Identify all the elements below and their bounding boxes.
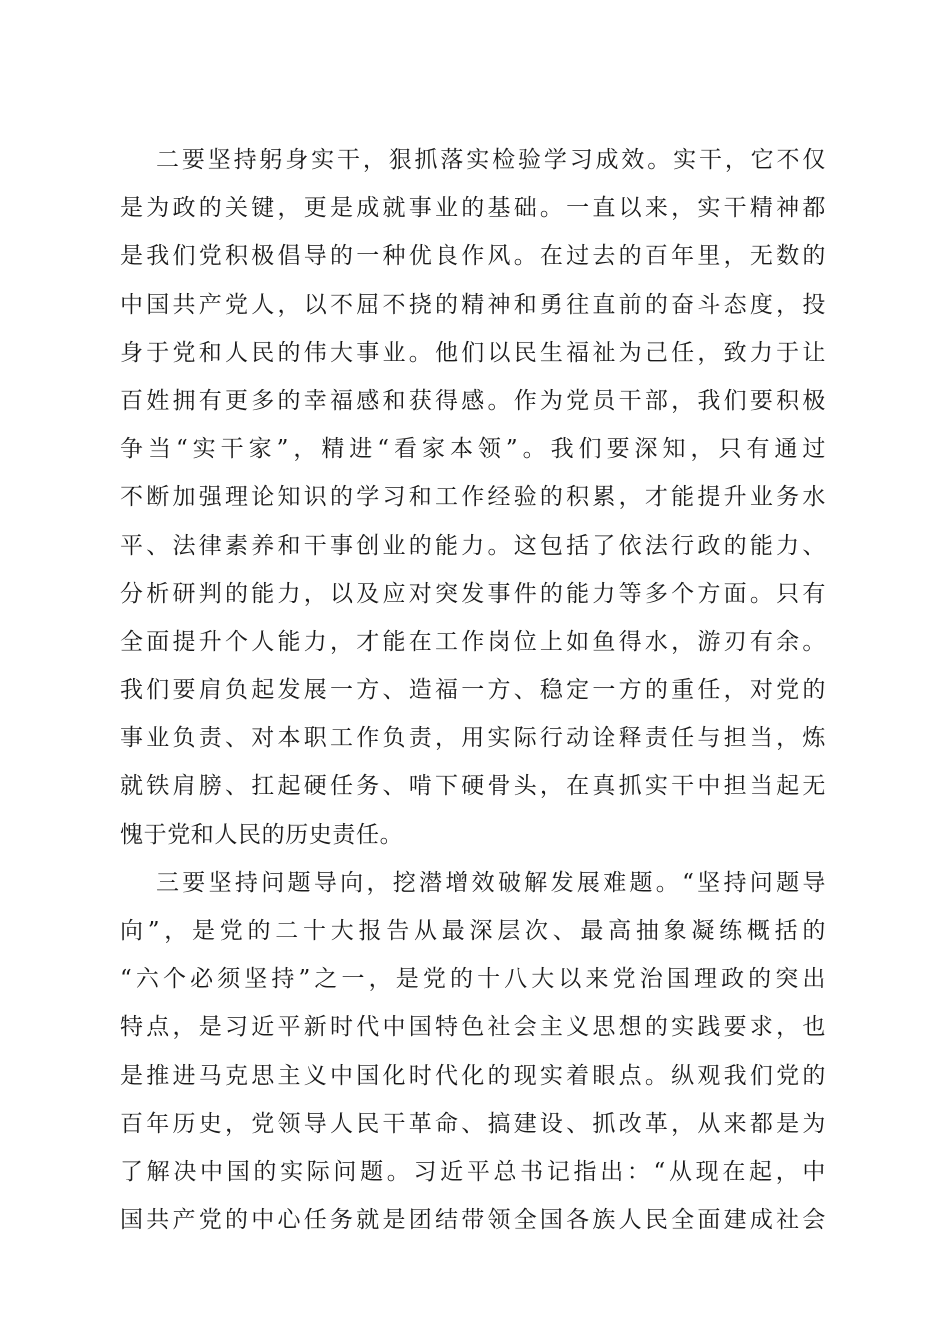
text-line: 事业负责、对本职工作负责，用实际行动诠释责任与担当，炼 [120, 725, 826, 752]
text-line: 是为政的关键，更是成就事业的基础。一直以来，实干精神都 [120, 195, 826, 222]
text-line: 我们要肩负起发展一方、造福一方、稳定一方的重任，对党的 [120, 677, 826, 704]
text-line: 是推进马克思主义中国化时代化的现实着眼点。纵观我们党的 [120, 1062, 826, 1089]
paragraph-1 [120, 136, 826, 859]
text-line: 分析研判的能力，以及应对突发事件的能力等多个方面。只有 [120, 580, 826, 607]
text-line: 中国共产党人，以不屈不挠的精神和勇往直前的奋斗态度，投 [120, 291, 826, 318]
text-line: 愧于党和人民的历史责任。 [120, 821, 404, 848]
text-line: 就铁肩膀、扛起硬任务、啃下硬骨头，在真抓实干中担当起无 [120, 773, 826, 800]
document-body [120, 136, 826, 1244]
text-line: 了解决中国的实际问题。习近平总书记指出：“从现在起，中 [120, 1158, 826, 1185]
text-line: 国共产党的中心任务就是团结带领全国各族人民全面建成社会 [120, 1207, 826, 1234]
text-line: 全面提升个人能力，才能在工作岗位上如鱼得水，游刃有余。 [120, 628, 826, 655]
text-line: 平、法律素养和干事创业的能力。这包括了依法行政的能力、 [120, 532, 826, 559]
text-line: 身于党和人民的伟大事业。他们以民生福祉为己任，致力于让 [120, 339, 826, 366]
text-line: 是我们党积极倡导的一种优良作风。在过去的百年里，无数的 [120, 243, 826, 270]
text-line: 向”，是党的二十大报告从最深层次、最高抽象凝练概括的 [120, 918, 826, 944]
text-line: 三要坚持问题导向，挖潜增效破解发展难题。“坚持问题导 [156, 869, 826, 896]
text-line: “六个必须坚持”之一，是党的十八大以来党治国理政的突出 [120, 966, 826, 993]
text-line: 特点，是习近平新时代中国特色社会主义思想的实践要求，也 [120, 1014, 826, 1041]
text-line: 不断加强理论知识的学习和工作经验的积累，才能提升业务水 [120, 484, 826, 511]
text-line: 争当“实干家”，精进“看家本领”。我们要深知，只有通过 [120, 436, 826, 463]
text-line: 二要坚持躬身实干，狠抓落实检验学习成效。实干，它不仅 [156, 147, 826, 173]
text-line: 百姓拥有更多的幸福感和获得感。作为党员干部，我们要积极 [120, 387, 826, 414]
paragraph-2 [120, 859, 826, 1245]
text-line: 百年历史，党领导人民干革命、搞建设、抓改革，从来都是为 [120, 1110, 826, 1137]
